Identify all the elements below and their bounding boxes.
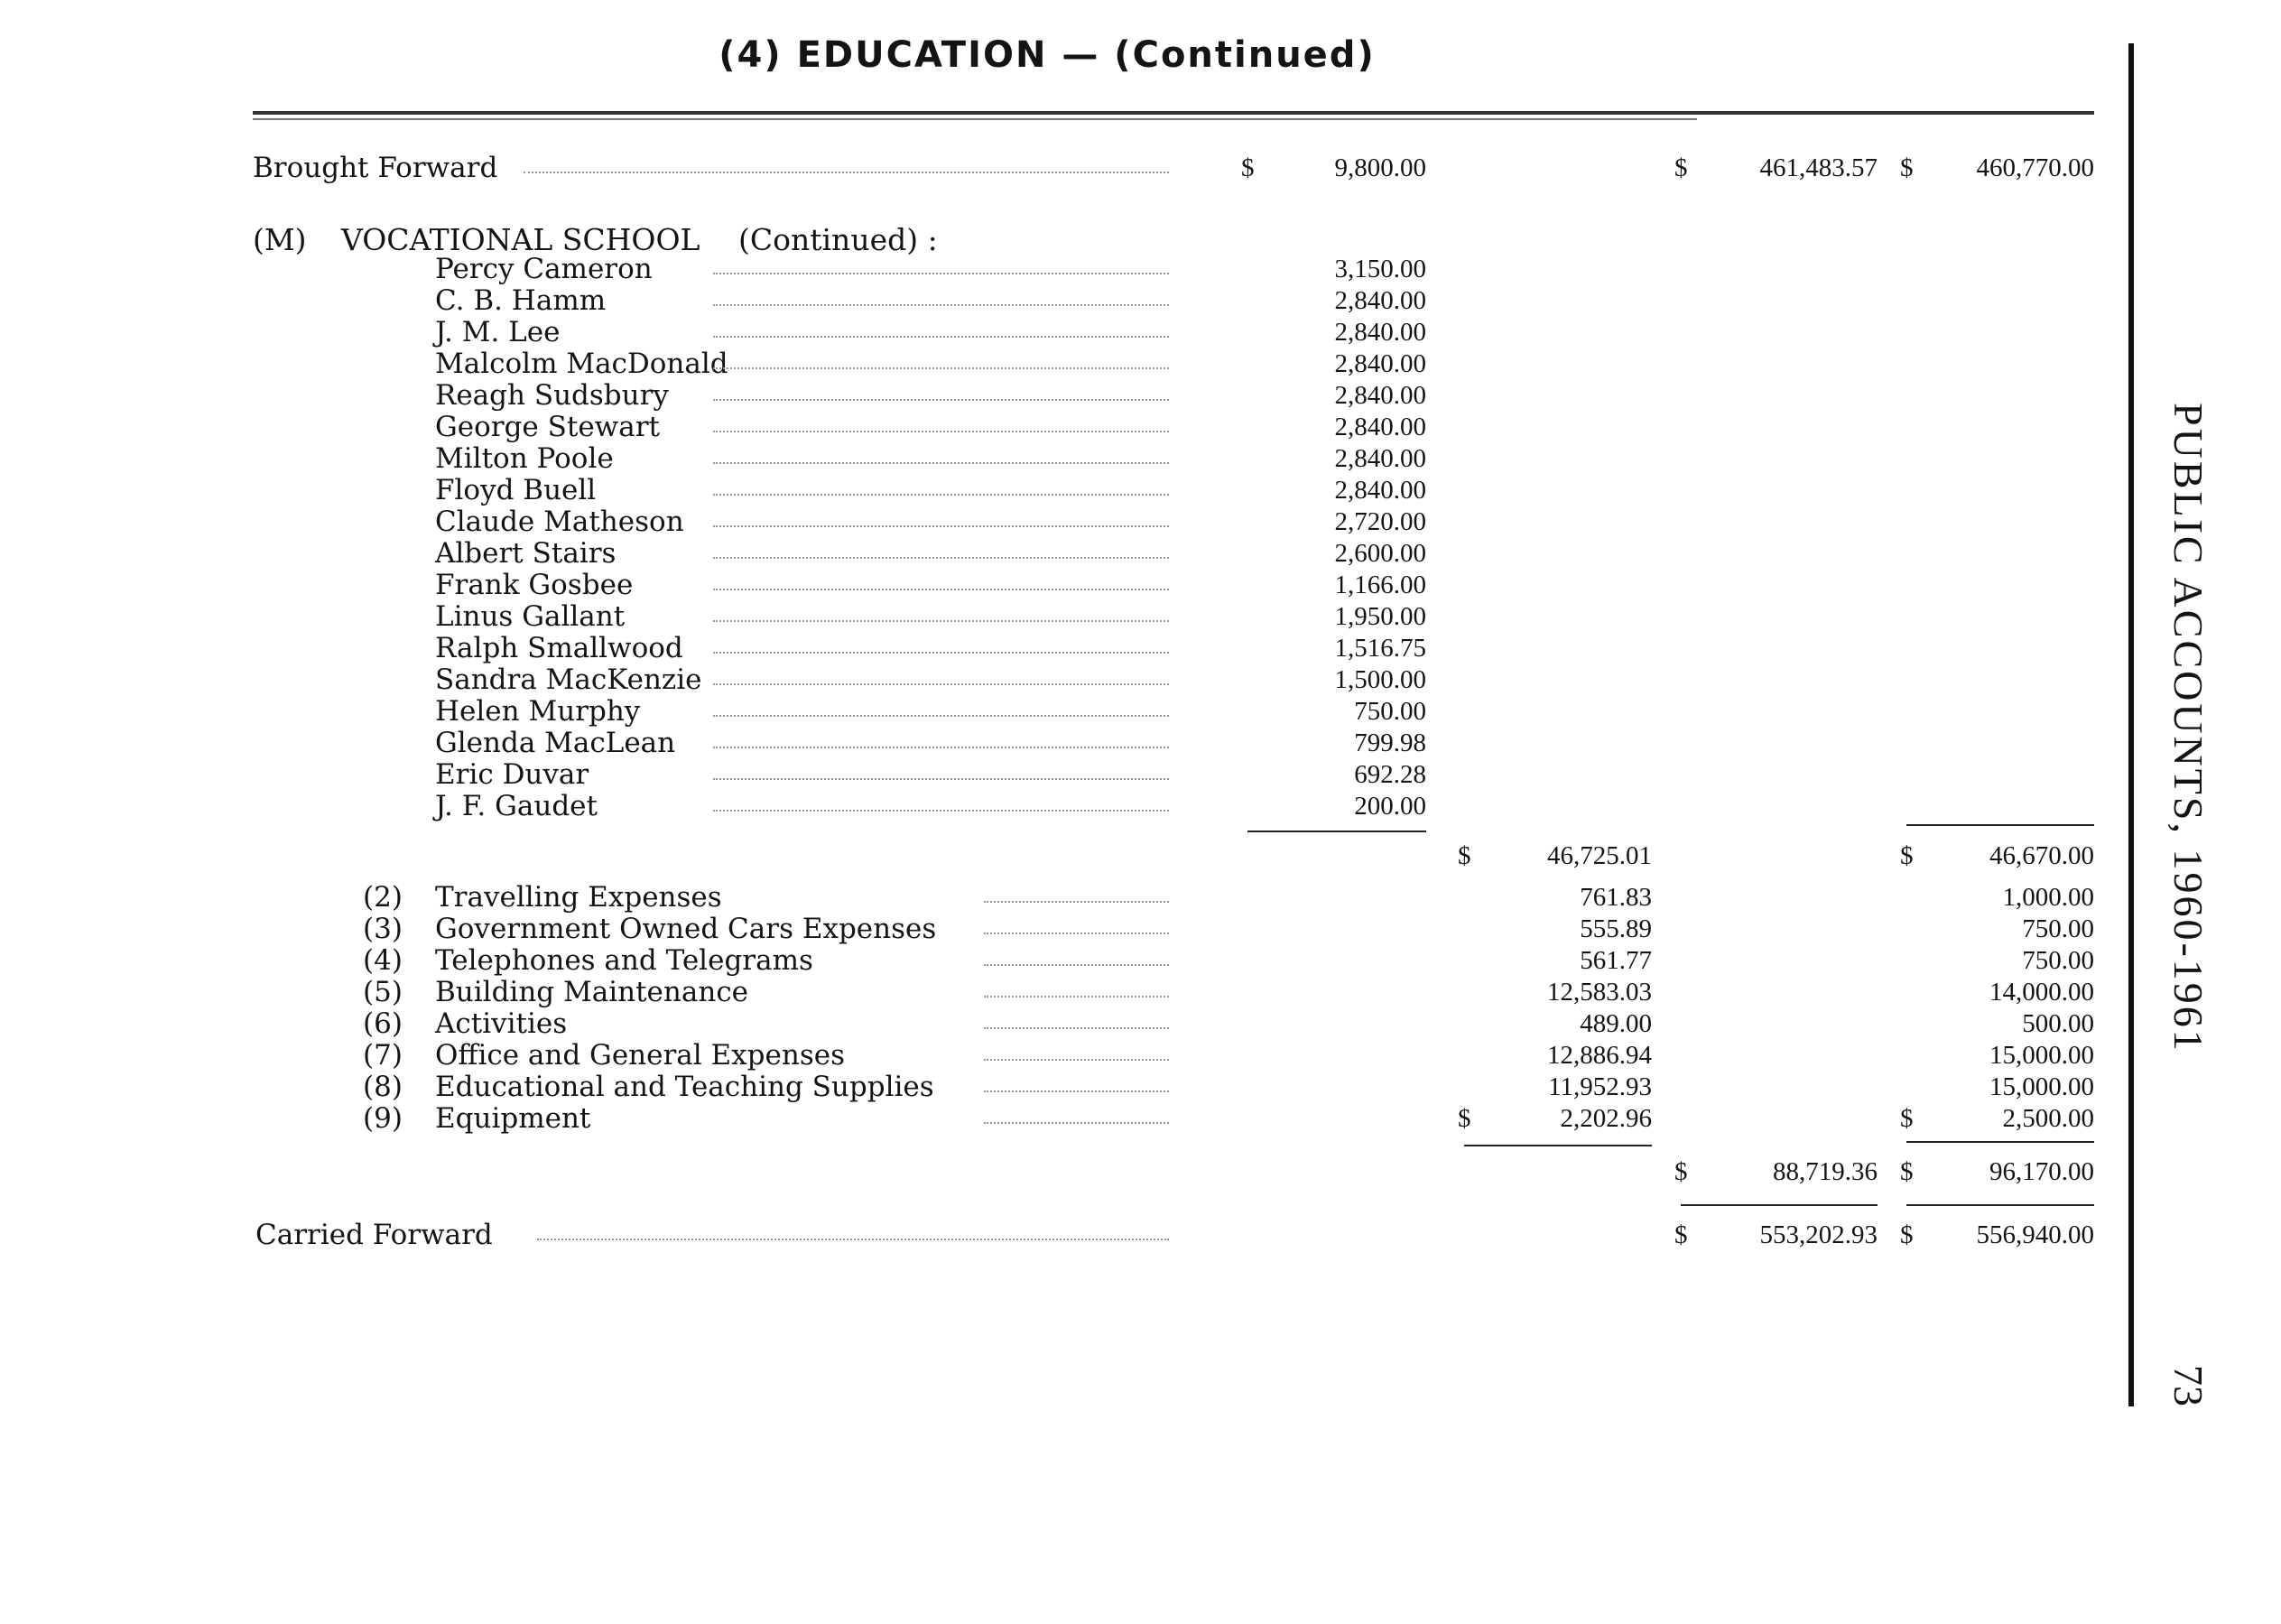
title-rule-thin [253, 118, 1697, 120]
dollar-sign: $ [1900, 1157, 1914, 1186]
salary-row [0, 727, 2112, 759]
salary-subtotal-rule [1247, 831, 1426, 832]
employee-name: C. B. Hamm [435, 284, 607, 317]
section-total-rule-col4 [1906, 1204, 2094, 1206]
expense-label: Government Owned Cars Expenses [435, 913, 937, 945]
salary-row [0, 758, 2112, 791]
employee-name: Milton Poole [435, 442, 614, 475]
employee-name: Helen Murphy [435, 695, 641, 728]
dot-leader [984, 996, 1169, 998]
expense-estimate: 15,000.00 [1989, 1072, 2094, 1101]
employee-name: Sandra MacKenzie [435, 664, 702, 696]
salary-row [0, 537, 2112, 570]
page-number: 73 [2165, 1365, 2211, 1406]
expense-subtotal-rule-col4 [1906, 1141, 2094, 1143]
salary-total-row [0, 840, 2112, 872]
salary-row [0, 664, 2112, 696]
expense-actual: 555.89 [1580, 914, 1652, 943]
dot-leader [713, 273, 1169, 274]
expense-row [0, 913, 2112, 945]
expense-actual: 561.77 [1580, 946, 1652, 975]
salary-row [0, 506, 2112, 538]
salary-amount: 1,500.00 [1334, 665, 1426, 694]
salary-amount: 2,840.00 [1334, 381, 1426, 410]
dollar-sign: $ [1900, 153, 1914, 182]
employee-name: Glenda MacLean [435, 727, 676, 759]
dollar-sign: $ [1241, 153, 1255, 182]
employee-name: Frank Gosbee [435, 569, 634, 601]
expense-estimate: 15,000.00 [1989, 1041, 2094, 1070]
salary-amount: 799.98 [1354, 728, 1426, 757]
salary-amount: 2,720.00 [1334, 507, 1426, 536]
dollar-sign: $ [1458, 841, 1471, 870]
section-total-col3: 88,719.36 [1773, 1157, 1878, 1186]
salary-amount: 2,840.00 [1334, 444, 1426, 473]
employee-name: George Stewart [435, 411, 660, 443]
expense-label: Educational and Teaching Supplies [435, 1071, 934, 1103]
dot-leader [713, 810, 1169, 812]
dollar-sign: $ [1900, 1104, 1914, 1133]
expense-estimate: 14,000.00 [1989, 978, 2094, 1007]
expense-code: (4) [363, 944, 403, 977]
dollar-sign: $ [1458, 1104, 1471, 1133]
employee-name: Floyd Buell [435, 474, 597, 506]
expense-label: Building Maintenance [435, 976, 749, 1008]
expense-row [0, 1007, 2112, 1040]
dot-leader [984, 901, 1169, 903]
salary-row [0, 474, 2112, 506]
brought-forward-col3: 461,483.57 [1759, 153, 1878, 182]
dot-leader [713, 589, 1169, 590]
section-total-col4: 96,170.00 [1989, 1157, 2094, 1186]
page-title: (4) EDUCATION — (Continued) [719, 34, 1376, 76]
expense-code: (3) [363, 913, 403, 945]
expense-actual: 761.83 [1580, 883, 1652, 912]
dot-leader [713, 336, 1169, 338]
salary-row [0, 253, 2112, 285]
section-heading-suffix: (Continued) : [738, 222, 938, 257]
dot-leader [713, 462, 1169, 464]
expense-code: (6) [363, 1007, 403, 1040]
salary-row [0, 790, 2112, 822]
dot-leader [984, 933, 1169, 934]
section-total-rule-col3 [1681, 1204, 1878, 1206]
dot-leader [713, 399, 1169, 401]
section-heading: VOCATIONAL SCHOOL [341, 222, 700, 257]
expense-label: Equipment [435, 1102, 591, 1135]
carried-forward-col4: 556,940.00 [1976, 1220, 2094, 1249]
expense-actual: 489.00 [1580, 1009, 1652, 1038]
employee-name: Reagh Sudsbury [435, 379, 669, 412]
dot-leader [713, 431, 1169, 432]
dot-leader [713, 557, 1169, 559]
salary-row [0, 695, 2112, 728]
dot-leader [713, 367, 1169, 369]
dot-leader [713, 620, 1169, 622]
dot-leader [984, 964, 1169, 966]
salary-row [0, 316, 2112, 348]
dot-leader [713, 304, 1169, 306]
brought-forward-col1: 9,800.00 [1334, 153, 1426, 182]
salary-amount: 2,840.00 [1334, 476, 1426, 505]
dollar-sign: $ [1900, 841, 1914, 870]
salary-amount: 750.00 [1354, 697, 1426, 726]
salary-row [0, 379, 2112, 412]
salary-amount: 2,600.00 [1334, 539, 1426, 568]
salary-amount: 2,840.00 [1334, 318, 1426, 347]
brought-forward-row [0, 152, 2112, 184]
dot-leader [713, 525, 1169, 527]
dot-leader [713, 683, 1169, 685]
salary-amount: 2,840.00 [1334, 349, 1426, 378]
carried-forward-col3: 553,202.93 [1759, 1220, 1878, 1249]
salary-amount: 2,840.00 [1334, 413, 1426, 441]
expense-row [0, 944, 2112, 977]
expense-estimate: 1,000.00 [2002, 883, 2094, 912]
expense-row [0, 1102, 2112, 1135]
margin-rule [2128, 43, 2134, 1406]
dot-leader [713, 747, 1169, 748]
expense-code: (9) [363, 1102, 403, 1135]
expense-label: Office and General Expenses [435, 1039, 845, 1072]
dollar-sign: $ [1674, 1157, 1688, 1186]
employee-name: J. F. Gaudet [435, 790, 598, 822]
expense-actual: 12,886.94 [1547, 1041, 1652, 1070]
salary-subtotal-rule-col4 [1906, 824, 2094, 826]
expense-code: (2) [363, 881, 403, 914]
brought-forward-col4: 460,770.00 [1976, 153, 2094, 182]
expense-label: Travelling Expenses [435, 881, 722, 914]
salary-total-col2: 46,725.01 [1547, 841, 1652, 870]
salary-row [0, 284, 2112, 317]
salary-total-col4: 46,670.00 [1989, 841, 2094, 870]
carried-forward-label: Carried Forward [255, 1219, 493, 1251]
dot-leader [713, 652, 1169, 654]
salary-row [0, 600, 2112, 633]
dot-leader [984, 1090, 1169, 1092]
employee-name: Albert Stairs [435, 537, 617, 570]
dot-leader [984, 1027, 1169, 1029]
employee-name: Ralph Smallwood [435, 632, 683, 664]
employee-name: Claude Matheson [435, 506, 684, 538]
salary-row [0, 348, 2112, 380]
dollar-sign: $ [1900, 1220, 1914, 1249]
brought-forward-label: Brought Forward [253, 152, 498, 184]
title-rule [253, 111, 2094, 115]
expense-actual: 12,583.03 [1547, 978, 1652, 1007]
dollar-sign: $ [1674, 1220, 1688, 1249]
section-heading-row [0, 224, 2112, 256]
expense-subtotal-rule [1464, 1145, 1652, 1146]
salary-row [0, 411, 2112, 443]
salary-amount: 1,950.00 [1334, 602, 1426, 631]
employee-name: Percy Cameron [435, 253, 653, 285]
expense-estimate: 2,500.00 [2002, 1104, 2094, 1133]
salary-amount: 200.00 [1354, 792, 1426, 821]
employee-name: Malcolm MacDonald [435, 348, 728, 380]
expense-estimate: 500.00 [2022, 1009, 2094, 1038]
section-total-row [0, 1155, 2112, 1188]
salary-row [0, 632, 2112, 664]
salary-amount: 2,840.00 [1334, 286, 1426, 315]
carried-forward-row [0, 1219, 2112, 1251]
salary-amount: 1,516.75 [1334, 634, 1426, 663]
dot-leader [713, 715, 1169, 717]
salary-amount: 692.28 [1354, 760, 1426, 789]
employee-name: Eric Duvar [435, 758, 589, 791]
dot-leader [984, 1122, 1169, 1124]
expense-row [0, 976, 2112, 1008]
employee-name: Linus Gallant [435, 600, 626, 633]
salary-amount: 1,166.00 [1334, 571, 1426, 599]
expense-code: (7) [363, 1039, 403, 1072]
section-code: (M) [253, 222, 307, 257]
dot-leader [713, 778, 1169, 780]
expense-actual: 2,202.96 [1560, 1104, 1652, 1133]
salary-amount: 3,150.00 [1334, 255, 1426, 283]
expense-row [0, 1039, 2112, 1072]
expense-code: (5) [363, 976, 403, 1008]
expense-actual: 11,952.93 [1548, 1072, 1652, 1101]
dot-leader [713, 494, 1169, 496]
dot-leader [537, 1239, 1169, 1240]
expense-estimate: 750.00 [2022, 914, 2094, 943]
employee-name: J. M. Lee [435, 316, 561, 348]
expense-row [0, 881, 2112, 914]
side-header: PUBLIC ACCOUNTS, 1960-1961 [2165, 403, 2211, 1053]
dot-leader [524, 172, 1169, 173]
expense-code: (8) [363, 1071, 403, 1103]
expense-label: Telephones and Telegrams [435, 944, 813, 977]
dollar-sign: $ [1674, 153, 1688, 182]
salary-row [0, 442, 2112, 475]
expense-estimate: 750.00 [2022, 946, 2094, 975]
expense-label: Activities [435, 1007, 568, 1040]
salary-row [0, 569, 2112, 601]
dot-leader [984, 1059, 1169, 1061]
expense-row [0, 1071, 2112, 1103]
